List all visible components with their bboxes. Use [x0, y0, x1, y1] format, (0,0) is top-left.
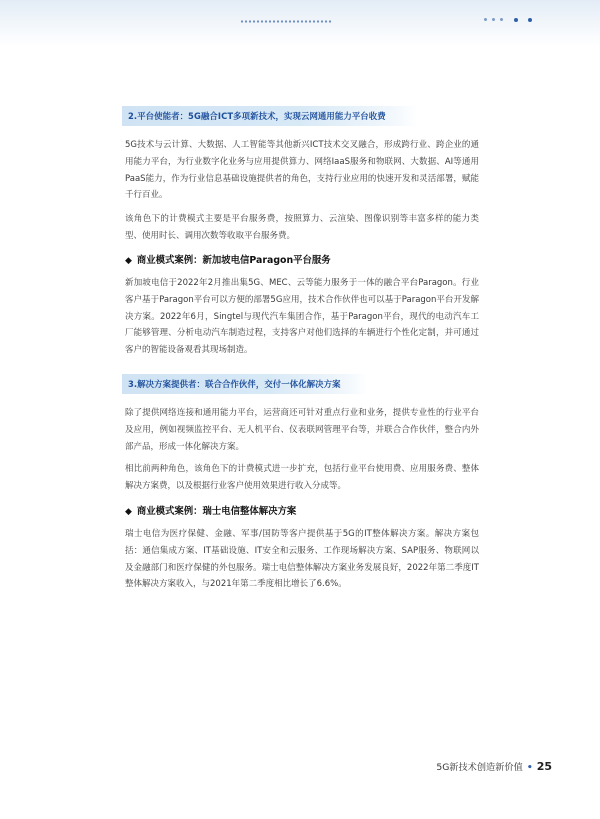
section-heading-solution-provider: 3.解决方案提供者：联合合作伙伴，交付一体化解决方案	[122, 374, 368, 394]
diamond-bullet-icon: ◆	[125, 507, 132, 517]
case-title: 商业模式案例：瑞士电信整体解决方案	[136, 506, 297, 517]
top-decorative-band	[0, 0, 600, 46]
diamond-bullet-icon: ◆	[125, 256, 132, 266]
page-number: 25	[536, 760, 552, 773]
footer-title: 5G新技术创造新价值	[436, 762, 523, 773]
footer-separator: •	[526, 762, 533, 773]
paragraph-platform-billing: 该角色下的计费模式主要是平台服务费，按照算力、云渲染、图像识别等丰富多样的能力类型、使用时长、调用次数等收取平台服务费。	[125, 214, 479, 241]
top-dot-strip	[240, 20, 332, 23]
paragraph-solution-billing: 相比前两种角色，该角色下的计费模式进一步扩充，包括行业平台使用费、应用服务费、整体解决方案费，以及根据行业客户使用效果进行收入分成等。	[125, 464, 479, 491]
paragraph-platform-intro: 5G技术与云计算、大数据、人工智能等其他新兴ICT技术交叉融合，形成跨行业、跨企业的通用能力平台，为行业数字化业务与应用提供算力、网络IaaS服务和物联网、大数据、AI等通用PaaS能力，作为行业信息基础设施提供者的角色，支持行业应用的快速开发和灵活部署，赋能千行百业。	[125, 140, 479, 201]
section-heading-platform-enabler: 2.平台使能者：5G融合ICT多项新技术，实现云网通用能力平台收费	[122, 106, 418, 126]
paragraph-solution-intro: 除了提供网络连接和通用能力平台，运营商还可针对重点行业和业务，提供专业性的行业平台及应用，例如视频监控平台、无人机平台、仪表联网管理平台等，并联合合作伙伴，整合内外部产品，形成一体化解决方案。	[125, 408, 479, 452]
case-heading-swisscom	[125, 505, 296, 519]
paragraph-singtel-case: 新加坡电信于2022年2月推出集5G、MEC、云等能力服务于一体的融合平台Paragon。行业客户基于Paragon平台可以方便的部署5G应用，技术合作伙伴也可以基于Paragon平台开发解决方案。2022年6月，Singtel与现代汽车集团合作，基于Paragon平台，现代的电动汽车工厂能够管理、分析电动汽车制造过程，支持客户对他们选择的车辆进行个性化定制，并可通过客户的智能设备观看其现场制造。	[125, 278, 479, 356]
case-title: 商业模式案例：新加坡电信Paragon平台服务	[136, 255, 331, 266]
case-heading-singtel	[125, 254, 331, 268]
paragraph-swisscom-case: 瑞士电信为医疗保健、金融、军事/国防等客户提供基于5G的IT整体解决方案。解决方案包括：通信集成方案、IT基础设施、IT安全和云服务、工作现场解决方案、SAP服务、物联网以及金融部门和医疗保健的外包服务。瑞士电信整体解决方案业务发展良好，2022年第二季度IT整体解决方案收入，与2021年第二季度相比增长了6.6%。	[125, 529, 479, 590]
page-footer	[436, 760, 552, 775]
